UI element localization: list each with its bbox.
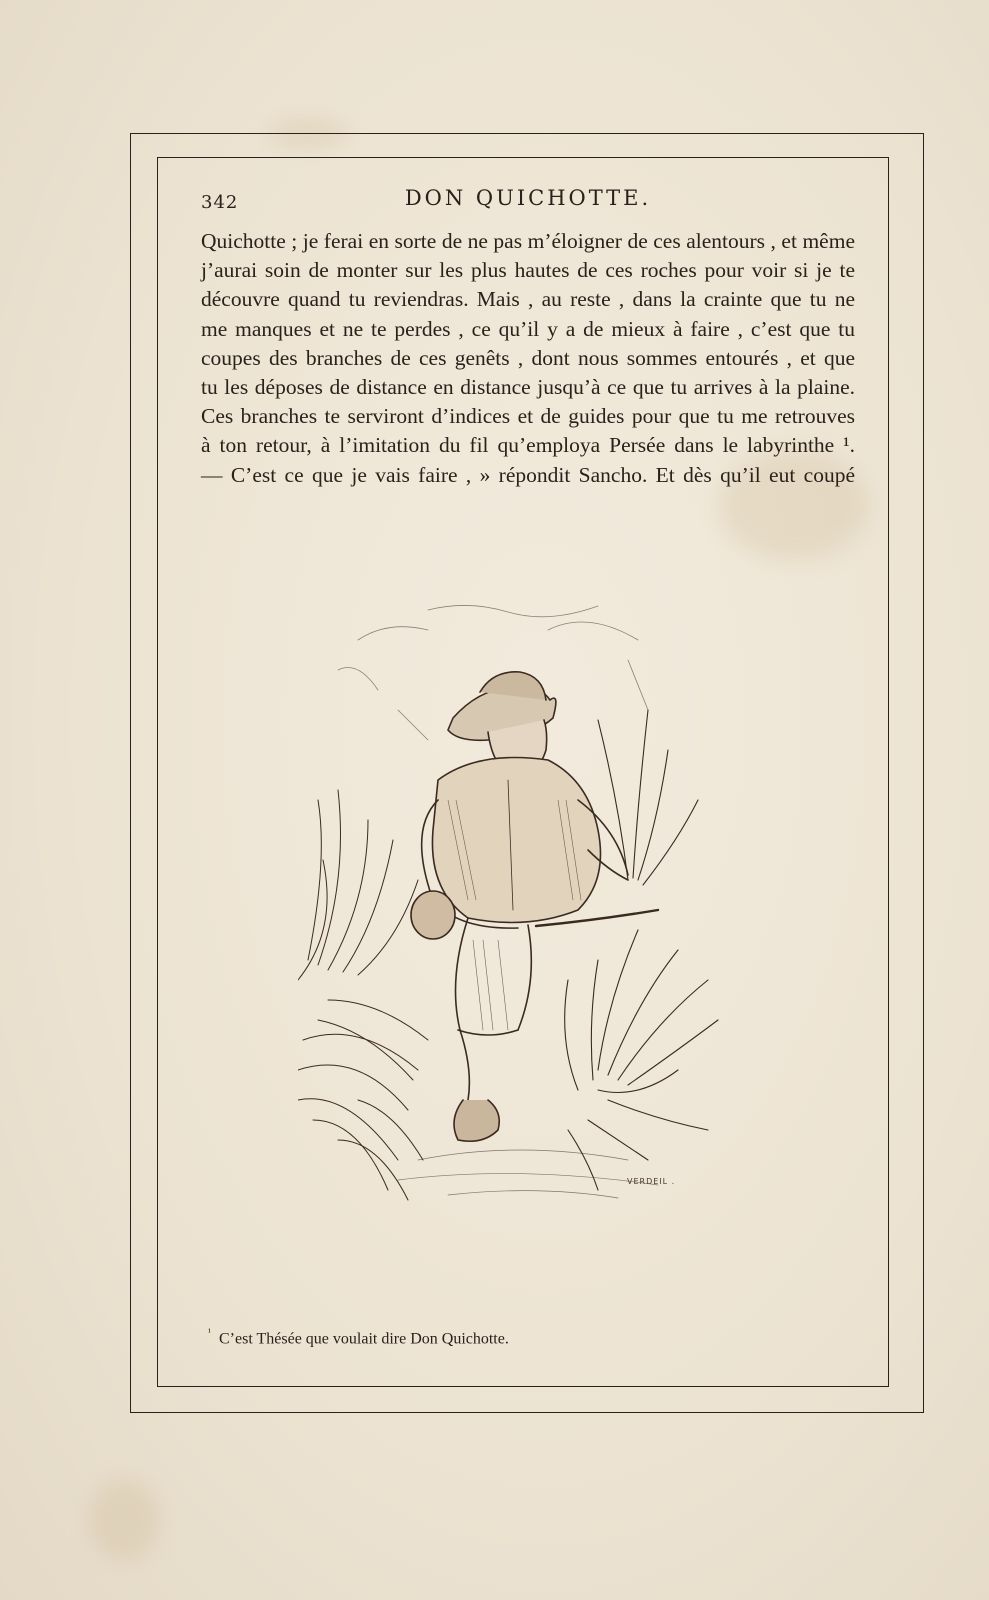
text-line: Ces branches te serviront d’indices et de guides pour que tu me retrouves <box>201 404 855 429</box>
text-line: Quichotte ; je ferai en sorte de ne pas m’éloigner de ces alentours , et même <box>201 229 855 253</box>
text-line: me manques et ne te perdes , ce qu’il y a de mieux à faire , c’est que tu <box>201 316 855 341</box>
text-line: coupes des branches de ces genêts , dont nous sommes entourés , et que <box>201 345 855 370</box>
engraving-sancho-cutting-branches <box>298 600 740 1206</box>
text-line: j’aurai soin de monter sur les plus hautes de ces roches pour voir si je te <box>201 258 855 283</box>
text-line: à ton retour, à l’imitation du fil qu’employa Persée dans le labyrinthe ¹. <box>201 433 855 458</box>
body-text <box>201 227 855 490</box>
text-line: découvre quand tu reviendras. Mais , au reste , dans la crainte que tu ne <box>201 287 855 312</box>
footnote <box>208 1329 509 1348</box>
text-line: tu les déposes de distance en distance jusqu’à ce que tu arrives à la plaine. <box>201 375 855 400</box>
engraver-signature: VERDEIL . <box>627 1177 676 1186</box>
running-header <box>201 186 855 216</box>
engraving-illustration <box>298 600 740 1206</box>
page-number: 342 <box>201 192 239 213</box>
footnote-marker: ¹ <box>208 1327 211 1338</box>
paper-stain <box>90 1480 160 1560</box>
text-line: — C’est ce que je vais faire , » répondit Sancho. Et dès qu’il eut coupé <box>201 462 855 487</box>
book-title: DON QUICHOTTE. <box>404 186 652 210</box>
footnote-text: C’est Thésée que voulait dire Don Quichotte. <box>219 1330 509 1348</box>
